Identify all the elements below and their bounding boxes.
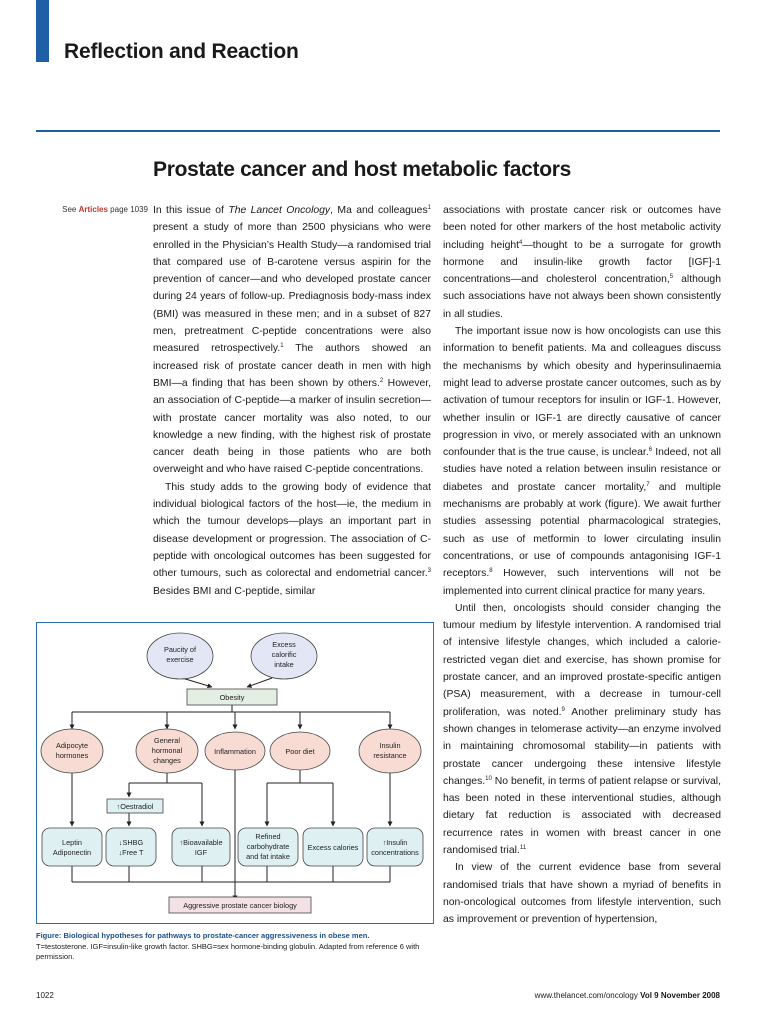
reference-mark[interactable]: 1: [280, 343, 284, 350]
label-shbg-1: ↓SHBG: [118, 838, 144, 847]
article-title: Prostate cancer and host metabolic factors: [153, 158, 572, 181]
node-insulin-concentrations: [367, 828, 423, 866]
section-heading: Reflection and Reaction: [64, 40, 299, 63]
reference-mark[interactable]: 2: [379, 377, 384, 384]
header-rule: [36, 130, 720, 132]
figure-diagram: [36, 622, 434, 924]
paragraph: The important issue now is how oncologists can use this information to benefit patients. Ma and colleagues discuss the mechanisms by which obesity and hyperinsulinaemia might lead to adverse prostate cancer outcomes, such as by activation of tumour receptors for insulin or IGF-1. However, whether insulin or IGF-1 are directly causative of cancer progression in vivo, or merely associated with an unknown confounder that is the true cause, is unclear.$^6$ Indeed, not all studies have noted a relation between insulin resistance or diabetes and prostate cancer mortality,$^7$ and multiple mechanisms are probably at work (figure). We await further studies assessing potential pharmacological strategies, such as use of metformin to lower circulating insulin concentrations, or use of compounds antagonising IGF-1 receptors.$^8$ However, such interventions will not be implemented into current clinical practice for many years.: [443, 326, 721, 597]
reference-mark[interactable]: 7: [646, 481, 650, 488]
see-also-link[interactable]: Articles: [78, 205, 108, 214]
see-also-suffix: page 1039: [107, 205, 148, 214]
see-also-note: [36, 205, 148, 214]
label-excess-1: Excess: [272, 640, 296, 649]
body-column-left: [153, 202, 431, 600]
node-bioavailable-igf: [172, 828, 230, 866]
label-adipocyte-2: hormones: [55, 751, 89, 760]
label-inflammation: Inflammation: [214, 747, 256, 756]
figure-caption-title: Figure: Biological hypotheses for pathways to prostate-cancer aggressiveness in obese men.: [36, 931, 370, 940]
label-obesity: Obesity: [219, 693, 245, 702]
paragraph: In view of the current evidence base from several randomised trials that have shown a myriad of benefits in non-oncological outcomes from lifestyle intervention, such as improvement or prevention of hypertension,: [443, 862, 721, 926]
label-general-2: hormonal: [151, 746, 183, 755]
label-excess-calories: Excess calories: [307, 843, 359, 852]
reference-mark[interactable]: 8: [489, 568, 493, 575]
node-shbg-free-t: [106, 828, 156, 866]
label-adipocyte-1: Adipocyte: [55, 741, 89, 750]
label-outcome: Aggressive prostate cancer biology: [183, 901, 297, 910]
label-refined-2: carbohydrate: [246, 842, 290, 851]
journal-volume: Vol 9: [640, 991, 659, 1000]
reference-mark[interactable]: 3: [427, 568, 431, 575]
paragraph: In this issue of The Lancet Oncology, Ma and colleagues$^1$ present a study of more than 2500 physicians who were enrolled in the Physician’s Health Study—a randomised trial that compared use of B-carotene versus aspirin for the prevention of cancer—and who developed prostate cancer during 24 years of follow-up. Prediagnosis body-mass index (BMI) was measured in these men; and in a subset of 827 men, pretreatment C-peptide concentrations were also measured retrospectively.$^1$ The authors showed an increased risk of prostate cancer death in men with high BMI—a finding that has been shown by others.$^2$ However, an association of C-peptide—a marker of insulin secretion—with prostate cancer mortality was also noted, to our knowledge a new finding, with the highest risk of prostate cancer death being in those patients who are both overweight and who have raised C-peptide concentrations.: [153, 205, 432, 476]
reference-mark[interactable]: 10: [485, 775, 492, 782]
label-shbg-2: ↓Free T: [118, 848, 144, 857]
label-excess-2: calorific: [271, 650, 297, 659]
paragraph: associations with prostate cancer risk or outcomes have been noted for other markers of the host metabolic activity including height$^4$—thought to be a surrogate for growth hormone and insulin-like growth factor [IGF]-1 concentrations—and cholesterol concentration,$^5$ although such associations have not always been shown consistently in all studies.: [443, 205, 721, 320]
label-leptin-1: Leptin: [62, 838, 82, 847]
body-column-right: [443, 202, 721, 928]
see-also-prefix: See: [62, 205, 79, 214]
label-bioavailable-1: ↑Bioavailable: [179, 838, 223, 847]
arrow-paucity-obesity: [182, 678, 212, 687]
section-accent-bar: [36, 0, 49, 62]
label-general-3: changes: [153, 756, 181, 765]
label-bioavailable-2: IGF: [194, 848, 208, 857]
label-insulin-conc-2: concentrations: [371, 848, 419, 857]
reference-mark[interactable]: 6: [648, 447, 653, 454]
label-refined-3: and fat intake: [246, 852, 290, 861]
journal-date: November 2008: [660, 991, 720, 1000]
node-leptin-adiponectin: [42, 828, 102, 866]
label-general-1: General: [154, 736, 180, 745]
figure-caption-body: T=testosterone. IGF=insulin-like growth factor. SHBG=sex hormone-binding globulin. Adapted from reference 6 with permission.: [36, 941, 420, 961]
label-insulin-conc-1: ↑Insulin: [382, 838, 408, 847]
label-poor-diet: Poor diet: [285, 747, 315, 756]
reference-mark[interactable]: 5: [669, 274, 674, 281]
label-refined-1: Refined: [255, 832, 281, 841]
pathway-diagram: [37, 623, 433, 923]
label-insulin-2: resistance: [373, 751, 407, 760]
page-number: 1022: [36, 991, 54, 1000]
reference-mark[interactable]: 4: [519, 239, 523, 246]
label-paucity-2: exercise: [166, 655, 194, 664]
reference-mark[interactable]: 1: [427, 205, 432, 211]
label-insulin-1: Insulin: [379, 741, 401, 750]
arrow-excess-obesity: [247, 678, 272, 687]
reference-mark[interactable]: 11: [519, 844, 527, 851]
figure-caption: [36, 931, 432, 963]
reference-mark[interactable]: 9: [561, 706, 565, 713]
paragraph: This study adds to the growing body of evidence that individual biological factors of the host—ie, the medium in which the tumour develops—plays an important part in disease development or progression. The association of C-peptide with oncological outcomes has been suggested for other tumours, such as colorectal and endometrial cancer.$^3$ Besides BMI and C-peptide, similar: [153, 481, 431, 597]
label-oestradiol: ↑Oestradiol: [116, 802, 154, 811]
label-leptin-2: Adiponectin: [52, 848, 92, 857]
journal-footer: [535, 991, 720, 1000]
label-paucity-1: Paucity of: [163, 645, 197, 654]
label-excess-3: intake: [274, 660, 294, 669]
journal-url[interactable]: www.thelancet.com/oncology: [534, 991, 638, 1000]
paragraph: Until then, oncologists should consider changing the tumour medium by lifestyle intervention. A randomised trial of intensive lifestyle changes, which included a calorie-restricted vegan diet and exercise, has shown promise for prostate cancer, and an improved prostate-specific antigen (PSA) measurement, with a decrease in tumour-cell proliferation, was noted.$^9$ Another preliminary study has shown changes in telomerase activity—an enzyme involved in maintaining chromosomal stability—in patients with prostate cancer undergoing these intensive lifestyle changes.$^{10}$ No benefit, in terms of patient relapse or survival, has been noted in these interventional studies, although dietary fat reduction is associated with decreased recurrence rates in women with breast cancer in one randomised trial.$^{11}$: [443, 602, 721, 856]
